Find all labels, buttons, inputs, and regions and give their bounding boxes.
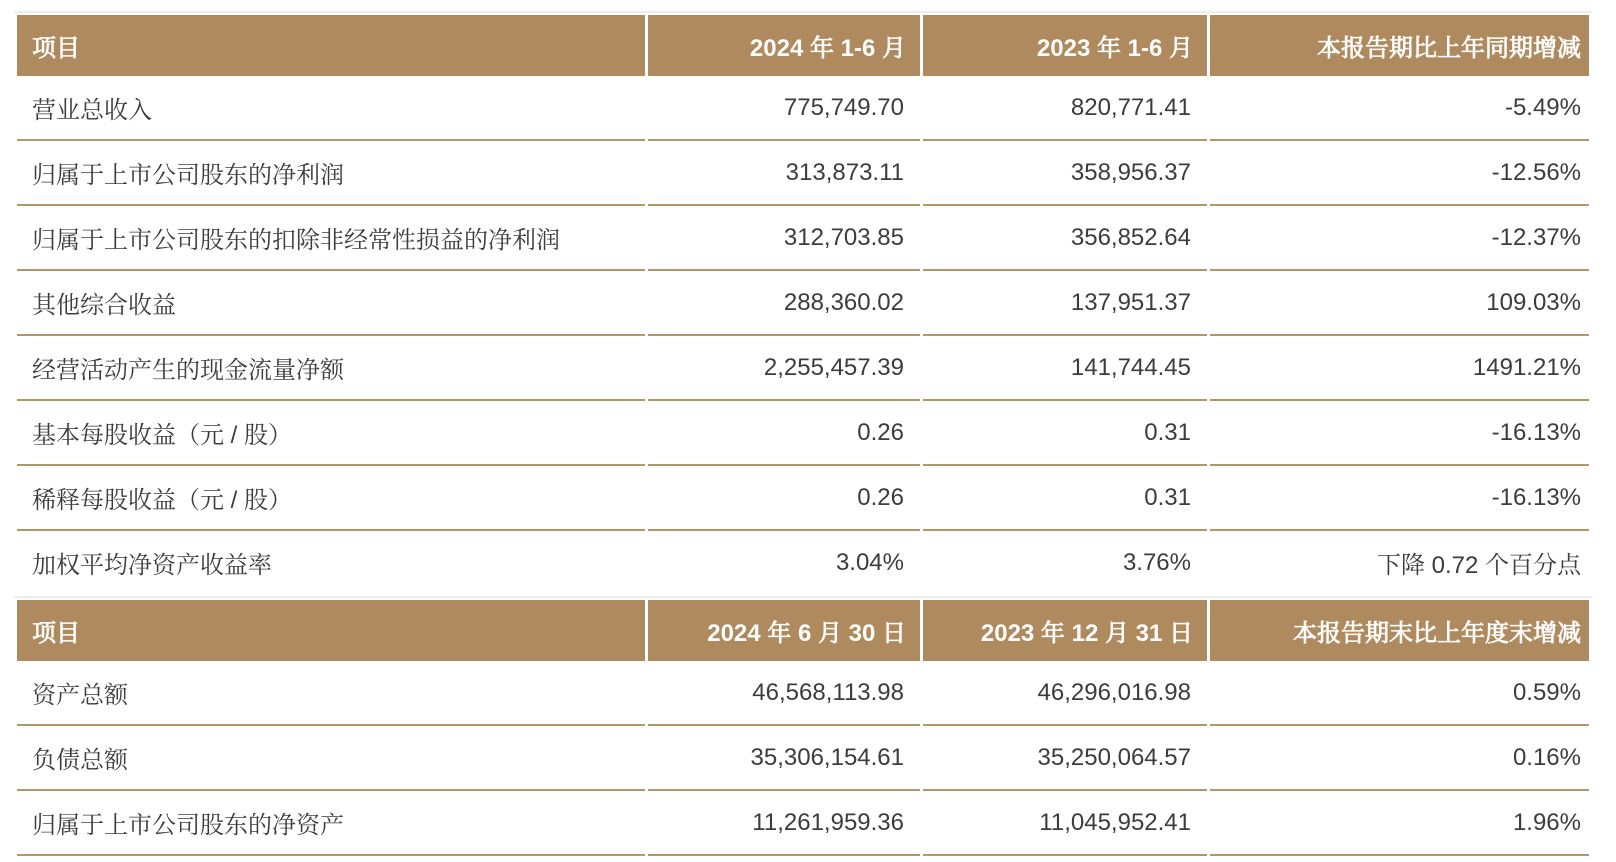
cell-value: 0.26	[648, 466, 920, 531]
income-summary-table	[14, 11, 1592, 596]
table-row	[17, 76, 1589, 141]
row-label: 经营活动产生的现金流量净额	[17, 336, 645, 401]
cell-value: 356,852.64	[923, 206, 1207, 271]
cell-value: -12.56%	[1210, 141, 1589, 206]
cell-value: 11,261,959.36	[648, 791, 920, 856]
data-table	[14, 600, 1592, 856]
header-row	[17, 15, 1589, 76]
column-header: 本报告期末比上年度末增减	[1210, 600, 1589, 661]
data-table	[14, 15, 1592, 596]
table-row	[17, 401, 1589, 466]
row-label: 归属于上市公司股东的净利润	[17, 141, 645, 206]
column-header: 2024 年 1-6 月	[648, 15, 920, 76]
row-label: 基本每股收益（元 / 股）	[17, 401, 645, 466]
cell-value: 820,771.41	[923, 76, 1207, 141]
cell-value: 0.16%	[1210, 726, 1589, 791]
table-row	[17, 726, 1589, 791]
item-column-header: 项目	[17, 15, 645, 76]
cell-value: 35,250,064.57	[923, 726, 1207, 791]
column-header: 本报告期比上年同期增减	[1210, 15, 1589, 76]
cell-value: -5.49%	[1210, 76, 1589, 141]
cell-value: 775,749.70	[648, 76, 920, 141]
table-row	[17, 791, 1589, 856]
cell-value: 0.26	[648, 401, 920, 466]
cell-value: 1.96%	[1210, 791, 1589, 856]
column-header: 2023 年 1-6 月	[923, 15, 1207, 76]
header-row	[17, 600, 1589, 661]
row-label: 负债总额	[17, 726, 645, 791]
cell-value: 312,703.85	[648, 206, 920, 271]
cell-value: 141,744.45	[923, 336, 1207, 401]
cell-value: 0.59%	[1210, 661, 1589, 726]
cell-value: 109.03%	[1210, 271, 1589, 336]
cell-value: 下降 0.72 个百分点	[1376, 552, 1581, 579]
cell-value: 3.04%	[835, 548, 904, 576]
cell-value: 46,568,113.98	[648, 661, 920, 726]
cell-value: 11,045,952.41	[923, 791, 1207, 856]
cell-value: 288,360.02	[648, 271, 920, 336]
cell-value: -16.13%	[1210, 401, 1589, 466]
table-row	[17, 271, 1589, 336]
cell-value: 3.76%	[1122, 548, 1191, 576]
table-row	[17, 466, 1589, 531]
row-label: 资产总额	[17, 661, 645, 726]
item-column-header: 项目	[17, 600, 645, 661]
cell-value: 313,873.11	[648, 141, 920, 206]
row-label: 归属于上市公司股东的净资产	[17, 791, 645, 856]
cell-value: 35,306,154.61	[648, 726, 920, 791]
row-label: 归属于上市公司股东的扣除非经常性损益的净利润	[17, 206, 645, 271]
table-row	[17, 336, 1589, 401]
row-label: 营业总收入	[17, 76, 645, 141]
cell-value: 46,296,016.98	[923, 661, 1207, 726]
cell-value: -16.13%	[1210, 466, 1589, 531]
column-header: 2023 年 12 月 31 日	[923, 600, 1207, 661]
cell-value: 0.31	[923, 466, 1207, 531]
column-header: 2024 年 6 月 30 日	[648, 600, 920, 661]
row-label: 加权平均净资产收益率	[32, 552, 272, 579]
cell-value: 0.31	[923, 401, 1207, 466]
cell-value: 137,951.37	[923, 271, 1207, 336]
table-row	[17, 531, 1589, 596]
cell-value: 358,956.37	[923, 141, 1207, 206]
cell-value: -12.37%	[1210, 206, 1589, 271]
table-row	[17, 661, 1589, 726]
row-label: 其他综合收益	[17, 271, 645, 336]
cell-value: 2,255,457.39	[648, 336, 920, 401]
table-row	[17, 206, 1589, 271]
table-row	[17, 141, 1589, 206]
cell-value: 1491.21%	[1210, 336, 1589, 401]
row-label: 稀释每股收益（元 / 股）	[17, 466, 645, 531]
balance-summary-table	[14, 596, 1592, 856]
